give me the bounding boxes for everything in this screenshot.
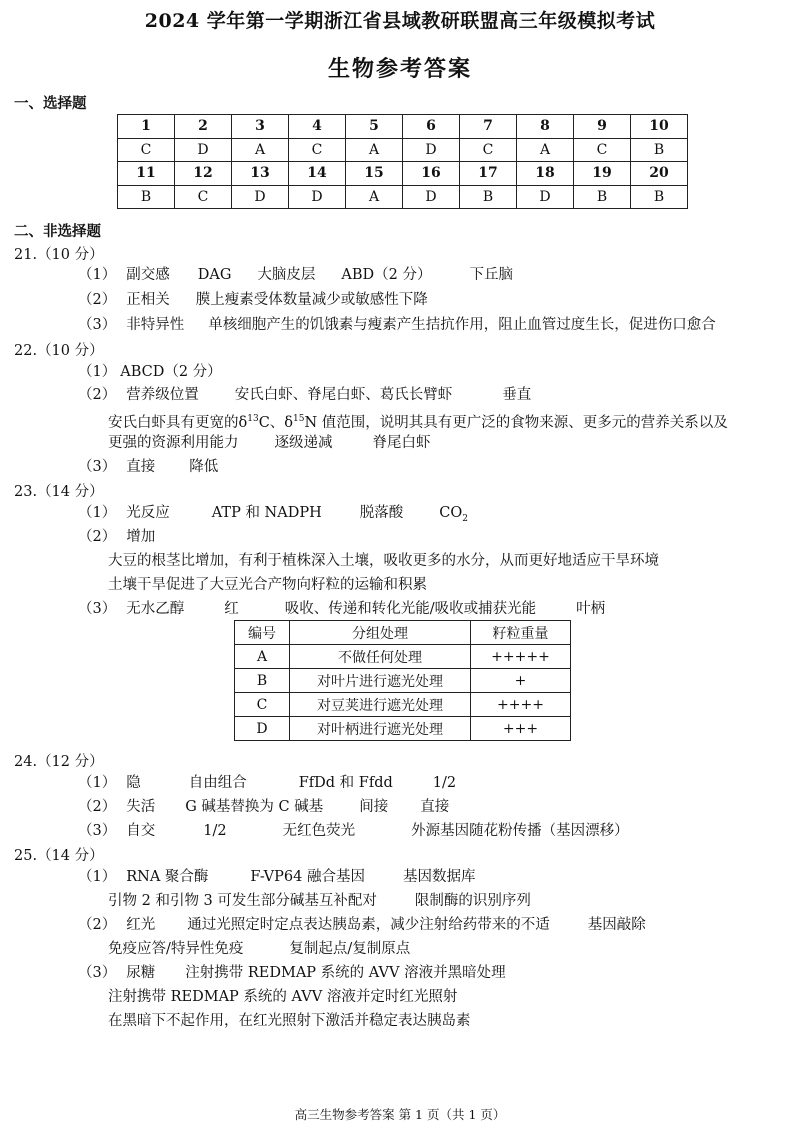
- q24-part3: （3） 自交 1/2 无红色荧光 外源基因随花粉传播（基因漂移）: [78, 823, 629, 839]
- q25-part3-line3: 在黑暗下不起作用，在红光照射下激活并稳定表达胰岛素: [108, 1013, 471, 1029]
- question-number: 8: [517, 115, 574, 139]
- table-cell: D: [235, 717, 290, 741]
- answer-letter: A: [346, 185, 403, 209]
- question-number: 7: [460, 115, 517, 139]
- question-number: 19: [574, 162, 631, 186]
- section-heading-choice: 一、选择题: [14, 95, 87, 112]
- q23-part2: （2） 增加: [78, 529, 156, 545]
- answer-letter: D: [403, 185, 460, 209]
- answer-letter-row: [118, 138, 688, 162]
- question-number: 18: [517, 162, 574, 186]
- table-cell: 对叶片进行遮光处理: [290, 669, 471, 693]
- q22-part2: （2） 营养级位置 安氏白虾、脊尾白虾、葛氏长臂虾 垂直: [78, 387, 532, 403]
- question-23-header: 23.（14 分）: [14, 484, 104, 500]
- column-header: 籽粒重量: [471, 621, 571, 645]
- question-number: 6: [403, 115, 460, 139]
- answer-letter: B: [118, 185, 175, 209]
- answer-letter: D: [232, 185, 289, 209]
- table-row: [235, 717, 571, 741]
- q25-part3: （3） 尿糖 注射携带 REDMAP 系统的 AVV 溶液并黑暗处理: [78, 965, 506, 981]
- table-row: [235, 669, 571, 693]
- answer-letter: B: [460, 185, 517, 209]
- q22-part2-explanation: 安氏白虾具有更宽的$\delta^{13}C$、$\delta^{15}N$ 值范围，说明其具有更广泛的食物来源、更多元的营养关系以及: [108, 414, 728, 431]
- table-row: [235, 645, 571, 669]
- q25-part2: （2） 红光 通过光照定时定点表达胰岛素，减少注射给药带来的不适 基因敲除: [78, 917, 646, 933]
- table-header-row: [235, 621, 571, 645]
- question-number: 2: [175, 115, 232, 139]
- question-number: 11: [118, 162, 175, 186]
- question-number-row: [118, 162, 688, 186]
- table-cell: ++++: [471, 693, 571, 717]
- section-heading-nonchoice: 二、非选择题: [14, 223, 101, 240]
- question-number: 12: [175, 162, 232, 186]
- question-number: 10: [631, 115, 688, 139]
- q22-part2-continued: 更强的资源利用能力 逐级递减 脊尾白虾: [108, 435, 431, 451]
- answer-letter: A: [232, 138, 289, 162]
- answer-letter: B: [574, 185, 631, 209]
- q24-part1: （1） 隐 自由组合 FfDd 和 Ffdd 1/2: [78, 775, 457, 791]
- table-cell: +++: [471, 717, 571, 741]
- column-header: 编号: [235, 621, 290, 645]
- q21-part1: （1） 副交感 DAG 大脑皮层 ABD（2 分） 下丘脑: [78, 267, 514, 283]
- table-cell: 对叶柄进行遮光处理: [290, 717, 471, 741]
- q22-part1: （1） ABCD（2 分）: [78, 364, 222, 380]
- answer-letter: D: [175, 138, 232, 162]
- q22-part3: （3） 直接 降低: [78, 459, 219, 475]
- question-number: 3: [232, 115, 289, 139]
- answer-letter-row: [118, 185, 688, 209]
- table-cell: 对豆荚进行遮光处理: [290, 693, 471, 717]
- answer-letter: A: [346, 138, 403, 162]
- q23-part1: （1） 光反应 ATP 和 NADPH 脱落酸 $CO_2$: [78, 505, 468, 524]
- page-footer: 高三生物参考答案 第 1 页（共 1 页）: [294, 1107, 506, 1122]
- q25-part1-continued: 引物 2 和引物 3 可发生部分碱基互补配对 限制酶的识别序列: [108, 893, 531, 909]
- question-number: 20: [631, 162, 688, 186]
- q23-part2-reason2: 土壤干旱促进了大豆光合产物向籽粒的运输和积累: [108, 577, 427, 593]
- table-row: [235, 693, 571, 717]
- answer-letter: C: [175, 185, 232, 209]
- answer-letter: C: [118, 138, 175, 162]
- question-25-header: 25.（14 分）: [14, 848, 104, 864]
- question-21-header: 21.（10 分）: [14, 247, 104, 263]
- question-number: 16: [403, 162, 460, 186]
- question-number-row: [118, 115, 688, 139]
- question-number: 14: [289, 162, 346, 186]
- q24-part2: （2） 失活 G 碱基替换为 C 碱基 间接 直接: [78, 799, 450, 815]
- q25-part3-line2: 注射携带 REDMAP 系统的 AVV 溶液并定时红光照射: [108, 989, 458, 1005]
- question-number: 13: [232, 162, 289, 186]
- table-cell: B: [235, 669, 290, 693]
- table-cell: 不做任何处理: [290, 645, 471, 669]
- exam-title: 2024 学年第一学期浙江省县域教研联盟高三年级模拟考试: [144, 10, 656, 32]
- answer-letter: D: [403, 138, 460, 162]
- experiment-design-table: [234, 620, 571, 741]
- answer-letter: B: [631, 185, 688, 209]
- q23-part2-reason1: 大豆的根茎比增加，有利于植株深入土壤，吸收更多的水分，从而更好地适应干旱环境: [108, 553, 659, 569]
- answer-letter: B: [631, 138, 688, 162]
- question-number: 4: [289, 115, 346, 139]
- table-cell: C: [235, 693, 290, 717]
- q25-part2-continued: 免疫应答/特异性免疫 复制起点/复制原点: [108, 941, 411, 957]
- answer-letter: C: [460, 138, 517, 162]
- question-number: 5: [346, 115, 403, 139]
- question-22-header: 22.（10 分）: [14, 343, 104, 359]
- column-header: 分组处理: [290, 621, 471, 645]
- table-cell: A: [235, 645, 290, 669]
- table-cell: +: [471, 669, 571, 693]
- question-number: 15: [346, 162, 403, 186]
- answer-letter: C: [289, 138, 346, 162]
- answer-letter: C: [574, 138, 631, 162]
- q21-part3: （3） 非特异性 单核细胞产生的饥饿素与瘦素产生拮抗作用，阻止血管过度生长，促进伤口愈合: [78, 317, 716, 333]
- answer-letter: A: [517, 138, 574, 162]
- answer-key-subtitle: 生物参考答案: [327, 56, 472, 82]
- q25-part1: （1） RNA 聚合酶 F-VP64 融合基因 基因数据库: [78, 869, 476, 885]
- answer-letter: D: [517, 185, 574, 209]
- question-number: 9: [574, 115, 631, 139]
- question-24-header: 24.（12 分）: [14, 754, 104, 770]
- q23-part3: （3） 无水乙醇 红 吸收、传递和转化光能/吸收或捕获光能 叶柄: [78, 601, 606, 617]
- table-cell: +++++: [471, 645, 571, 669]
- question-number: 17: [460, 162, 517, 186]
- answer-letter: D: [289, 185, 346, 209]
- q21-part2: （2） 正相关 膜上瘦素受体数量减少或敏感性下降: [78, 292, 428, 308]
- choice-answer-table: [117, 114, 688, 209]
- question-number: 1: [118, 115, 175, 139]
